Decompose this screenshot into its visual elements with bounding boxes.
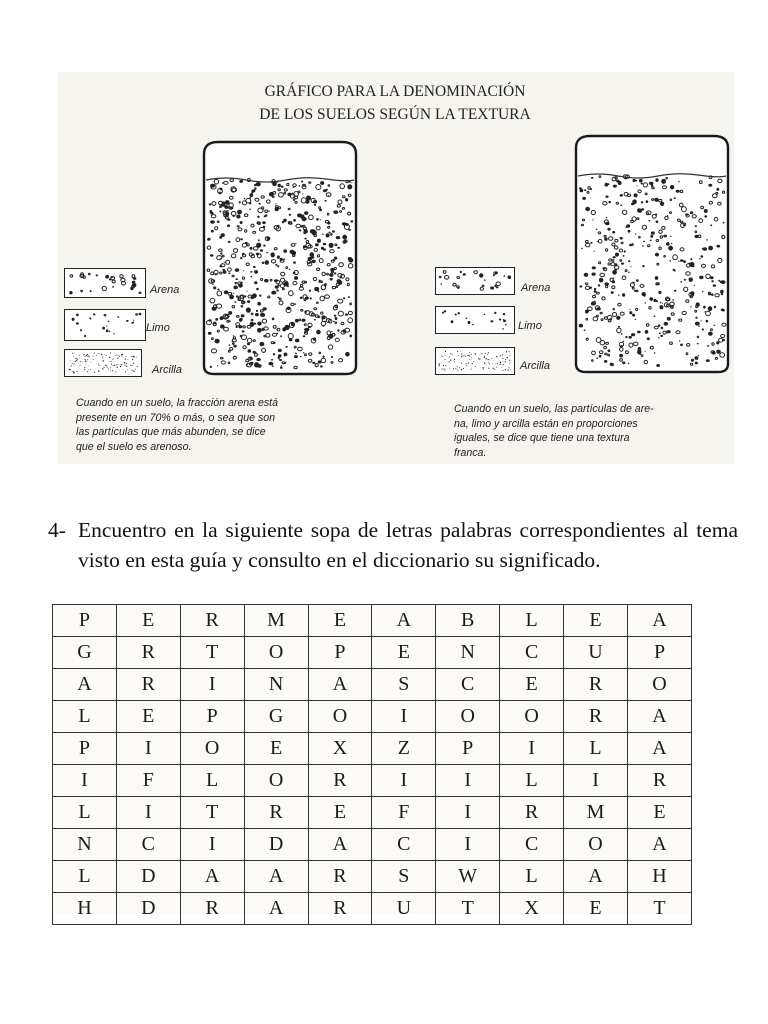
word-search-cell[interactable]: A <box>180 861 244 893</box>
figure-title-line2: DE LOS SUELOS SEGÚN LA TEXTURA <box>259 106 531 123</box>
word-search-cell[interactable]: S <box>372 861 436 893</box>
word-search-cell[interactable]: R <box>500 797 564 829</box>
word-search-cell[interactable]: R <box>308 861 372 893</box>
word-search-row <box>53 733 692 765</box>
word-search-cell[interactable]: A <box>628 701 692 733</box>
caption-right-line: Cuando en un suelo, las partículas de are- <box>454 403 654 415</box>
word-search-cell[interactable]: E <box>308 605 372 637</box>
loam-soil-jar <box>570 134 734 378</box>
word-search-cell[interactable]: O <box>628 669 692 701</box>
question-text: Encuentro en la siguiente sopa de letras palabras correspondientes al tema visto en esta guía y consulto en el diccionario su significado. <box>78 518 738 572</box>
word-search-cell[interactable]: N <box>436 637 500 669</box>
word-search-cell[interactable]: C <box>500 637 564 669</box>
word-search-cell[interactable]: E <box>372 637 436 669</box>
word-search-cell[interactable]: G <box>53 637 117 669</box>
word-search-cell[interactable]: S <box>372 669 436 701</box>
caption-left-line: Cuando en un suelo, la fracción arena está <box>76 397 279 409</box>
word-search-cell[interactable]: R <box>244 797 308 829</box>
word-search-cell[interactable]: O <box>500 701 564 733</box>
word-search-cell[interactable]: D <box>116 861 180 893</box>
legend-sand-swatch-left <box>64 268 146 298</box>
word-search-cell[interactable]: A <box>628 733 692 765</box>
word-search-cell[interactable]: H <box>53 893 117 925</box>
word-search-cell[interactable]: O <box>308 701 372 733</box>
word-search-row <box>53 797 692 829</box>
word-search-cell[interactable]: A <box>308 829 372 861</box>
word-search-cell[interactable]: E <box>564 893 628 925</box>
word-search-cell[interactable]: R <box>180 605 244 637</box>
word-search-cell[interactable]: E <box>116 701 180 733</box>
word-search-cell[interactable]: P <box>53 605 117 637</box>
word-search-cell[interactable]: R <box>628 765 692 797</box>
legend-silt-label-right: Limo <box>518 320 542 332</box>
word-search-cell[interactable]: A <box>308 669 372 701</box>
word-search-cell[interactable]: P <box>628 637 692 669</box>
question-number: 4- <box>48 518 66 542</box>
word-search-cell[interactable]: I <box>116 797 180 829</box>
caption-sandy-soil <box>76 396 376 454</box>
word-search-cell[interactable]: A <box>244 861 308 893</box>
word-search-cell[interactable]: O <box>244 637 308 669</box>
word-search-cell[interactable]: E <box>244 733 308 765</box>
word-search-cell[interactable]: A <box>564 861 628 893</box>
word-search-cell[interactable]: P <box>436 733 500 765</box>
word-search-cell[interactable]: L <box>564 733 628 765</box>
word-search-row <box>53 829 692 861</box>
word-search-cell[interactable]: N <box>244 669 308 701</box>
word-search-cell[interactable]: G <box>244 701 308 733</box>
word-search-cell[interactable]: R <box>564 701 628 733</box>
sandy-soil-jar <box>196 138 364 378</box>
word-search-cell[interactable]: M <box>244 605 308 637</box>
word-search-cell[interactable]: B <box>436 605 500 637</box>
legend-silt-swatch-left <box>64 309 146 341</box>
word-search-cell[interactable]: A <box>53 669 117 701</box>
word-search-cell[interactable]: R <box>308 893 372 925</box>
word-search-cell[interactable]: E <box>500 669 564 701</box>
caption-right-line: na, limo y arcilla están en proporciones <box>454 417 638 430</box>
caption-left-line: las partículas que más abunden, se dice <box>76 426 266 438</box>
word-search-cell[interactable]: I <box>180 829 244 861</box>
word-search-cell[interactable]: C <box>436 669 500 701</box>
word-search-cell[interactable]: R <box>308 765 372 797</box>
caption-left-line: presente en un 70% o más, o sea que son <box>76 411 276 424</box>
caption-left-line: que el suelo es arenoso. <box>76 440 192 453</box>
word-search-cell[interactable]: A <box>244 893 308 925</box>
legend-sand-swatch-right <box>435 267 515 295</box>
word-search-cell[interactable]: D <box>244 829 308 861</box>
word-search-cell[interactable]: T <box>180 797 244 829</box>
caption-right-line: iguales, se dice que tiene una textura <box>454 432 630 444</box>
word-search-cell[interactable]: R <box>116 669 180 701</box>
word-search-row <box>53 861 692 893</box>
word-search-puzzle <box>52 604 692 919</box>
word-search-cell[interactable]: I <box>372 701 436 733</box>
word-search-cell[interactable]: A <box>372 605 436 637</box>
legend-silt-swatch-right <box>435 306 515 334</box>
word-search-cell[interactable]: E <box>564 605 628 637</box>
word-search-cell[interactable]: L <box>53 701 117 733</box>
word-search-cell[interactable]: L <box>500 765 564 797</box>
word-search-row <box>53 701 692 733</box>
word-search-cell[interactable]: L <box>500 861 564 893</box>
word-search-cell[interactable]: R <box>180 893 244 925</box>
caption-loam-soil <box>454 402 734 460</box>
legend-sand-label-left: Arena <box>150 284 180 296</box>
word-search-cell[interactable]: I <box>180 669 244 701</box>
word-search-cell[interactable]: R <box>564 669 628 701</box>
legend-clay-swatch-left <box>64 349 142 377</box>
word-search-cell[interactable]: P <box>308 637 372 669</box>
word-search-cell[interactable]: E <box>116 605 180 637</box>
word-search-row <box>53 765 692 797</box>
word-search-cell[interactable]: E <box>628 797 692 829</box>
word-search-cell[interactable]: X <box>308 733 372 765</box>
word-search-cell[interactable]: O <box>180 733 244 765</box>
word-search-cell[interactable]: D <box>116 893 180 925</box>
word-search-cell[interactable]: L <box>180 765 244 797</box>
caption-right-line: franca. <box>454 446 487 459</box>
word-search-cell[interactable]: A <box>628 829 692 861</box>
word-search-cell[interactable]: Z <box>372 733 436 765</box>
word-search-cell[interactable]: P <box>53 733 117 765</box>
word-search-cell[interactable]: E <box>308 797 372 829</box>
legend-clay-label-left: Arcilla <box>152 364 182 376</box>
word-search-cell[interactable]: I <box>436 797 500 829</box>
word-search-cell[interactable]: I <box>116 733 180 765</box>
word-search-cell[interactable]: A <box>628 605 692 637</box>
word-search-row <box>53 637 692 669</box>
word-search-cell[interactable]: P <box>180 701 244 733</box>
word-search-cell[interactable]: U <box>564 637 628 669</box>
word-search-cell[interactable]: I <box>564 765 628 797</box>
word-search-cell[interactable]: R <box>116 637 180 669</box>
word-search-row <box>53 893 692 925</box>
word-search-cell[interactable]: I <box>372 765 436 797</box>
word-search-cell[interactable]: I <box>436 829 500 861</box>
word-search-cell[interactable]: I <box>436 765 500 797</box>
word-search-cell[interactable]: O <box>564 829 628 861</box>
word-search-cell[interactable]: O <box>244 765 308 797</box>
word-search-cell[interactable]: T <box>180 637 244 669</box>
legend-clay-swatch-right <box>435 347 515 375</box>
word-search-row <box>53 605 692 637</box>
word-search-cell[interactable]: L <box>53 861 117 893</box>
word-search-cell[interactable]: C <box>372 829 436 861</box>
word-search-cell[interactable]: O <box>436 701 500 733</box>
word-search-cell[interactable]: F <box>116 765 180 797</box>
figure-title-line1: GRÁFICO PARA LA DENOMINACIÓN <box>264 83 526 100</box>
word-search-row <box>53 669 692 701</box>
word-search-grid <box>52 604 692 925</box>
word-search-cell[interactable]: C <box>500 829 564 861</box>
word-search-cell[interactable]: L <box>500 605 564 637</box>
word-search-cell[interactable]: I <box>500 733 564 765</box>
word-search-cell[interactable]: I <box>53 765 117 797</box>
legend-silt-label-left: Limo <box>146 322 170 334</box>
word-search-cell[interactable]: H <box>628 861 692 893</box>
word-search-cell[interactable]: T <box>628 893 692 925</box>
word-search-cell[interactable]: U <box>372 893 436 925</box>
word-search-cell[interactable]: L <box>53 797 117 829</box>
word-search-cell[interactable]: M <box>564 797 628 829</box>
word-search-cell[interactable]: X <box>500 893 564 925</box>
word-search-cell[interactable]: W <box>436 861 500 893</box>
word-search-cell[interactable]: F <box>372 797 436 829</box>
legend-clay-label-right: Arcilla <box>520 360 550 372</box>
legend-sand-label-right: Arena <box>521 282 551 294</box>
word-search-cell[interactable]: N <box>53 829 117 861</box>
word-search-cell[interactable]: T <box>436 893 500 925</box>
word-search-cell[interactable]: C <box>116 829 180 861</box>
